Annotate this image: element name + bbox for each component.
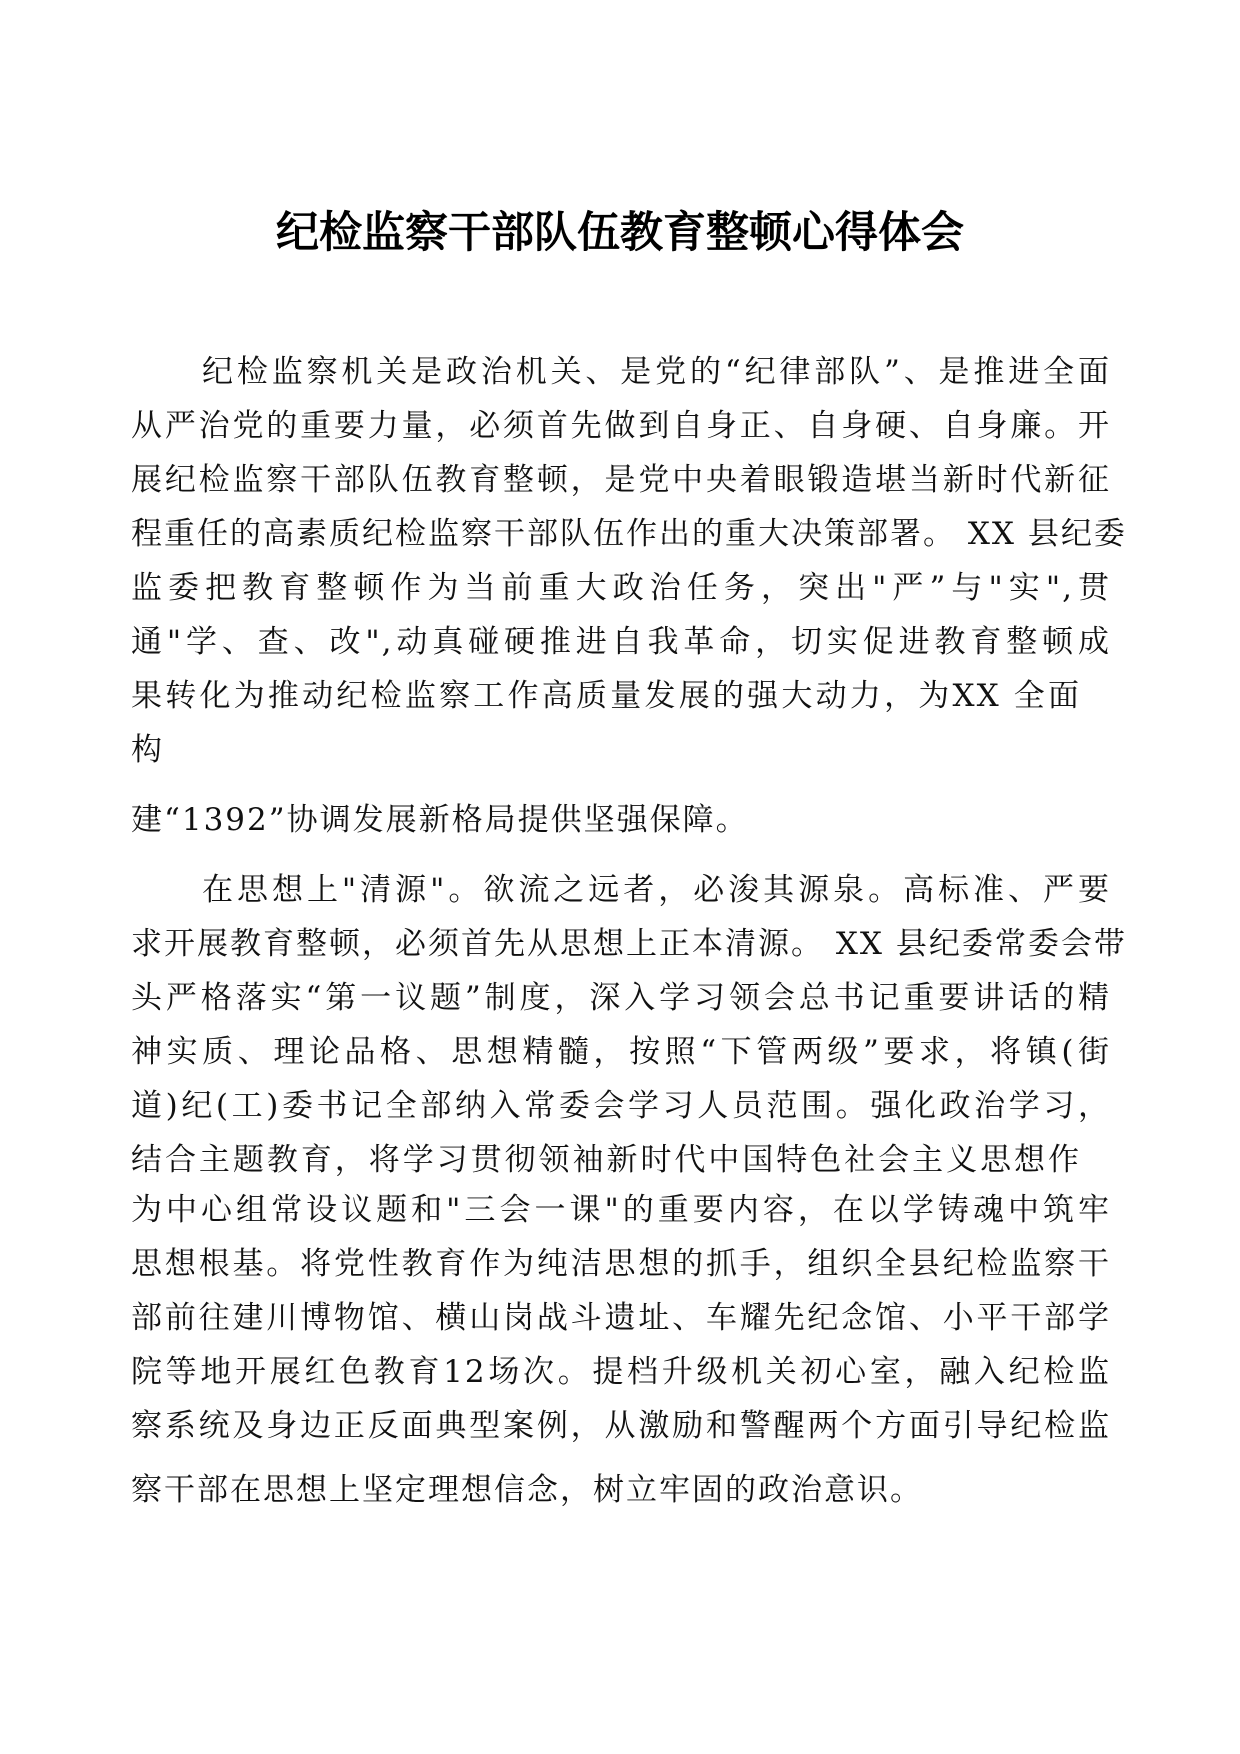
paragraph-2-line: 神实质、理论品格、思想精髓，按照“下管两级”要求，将镇(街	[131, 1034, 1111, 1070]
paragraph-2-line: 求开展教育整顿，必须首先从思想上正本清源。 XX 县纪委常委会带	[131, 926, 1127, 962]
paragraph-1-line: 通"学、查、改",动真碰硬推进自我革命，切实促进教育整顿成	[131, 624, 1111, 660]
document-title: 纪检监察干部队伍教育整顿心得体会	[276, 208, 964, 258]
paragraph-2-line: 院等地开展红色教育12场次。提档升级机关初心室，融入纪检监	[131, 1354, 1111, 1390]
paragraph-1-line: 程重任的高素质纪检监察干部队伍作出的重大决策部署。 XX 县纪委	[131, 516, 1127, 552]
paragraph-1-line: 监委把教育整顿作为当前重大政治任务，突出"严”与"实",贯	[131, 570, 1111, 606]
paragraph-2-line: 为中心组常设议题和"三会一课"的重要内容，在以学铸魂中筑牢	[131, 1192, 1111, 1228]
paragraph-2-line: 察系统及身边正反面典型案例，从激励和警醒两个方面引导纪检监	[131, 1408, 1111, 1444]
paragraph-2-line: 结合主题教育，将学习贯彻领袖新时代中国特色社会主义思想作	[131, 1142, 1081, 1178]
paragraph-1-line: 建“1392”协调发展新格局提供坚强保障。	[131, 802, 749, 838]
paragraph-1-line: 从严治党的重要力量，必须首先做到自身正、自身硬、自身廉。开	[131, 408, 1111, 444]
paragraph-2-line: 察干部在思想上坚定理想信念，树立牢固的政治意识。	[131, 1472, 923, 1508]
paragraph-2-line: 道)纪(工)委书记全部纳入常委会学习人员范围。强化政治学习，	[131, 1088, 1111, 1124]
paragraph-2-line: 头严格落实“第一议题”制度，深入学习领会总书记重要讲话的精	[131, 980, 1111, 1016]
paragraph-1-line: 果转化为推动纪检监察工作高质量发展的强大动力，为XX 全面	[131, 678, 1081, 714]
paragraph-1-line: 纪检监察机关是政治机关、是党的“纪律部队”、是推进全面	[202, 354, 1111, 390]
paragraph-2-line: 在思想上"清源"。欲流之远者，必浚其源泉。高标准、严要	[202, 872, 1111, 908]
paragraph-2-line: 思想根基。将党性教育作为纯洁思想的抓手，组织全县纪检监察干	[131, 1246, 1111, 1282]
paragraph-2-line: 部前往建川博物馆、横山岗战斗遗址、车耀先纪念馆、小平干部学	[131, 1300, 1111, 1336]
paragraph-1-line: 展纪检监察干部队伍教育整顿，是党中央着眼锻造堪当新时代新征	[131, 462, 1111, 498]
paragraph-1-line: 构	[131, 732, 164, 768]
